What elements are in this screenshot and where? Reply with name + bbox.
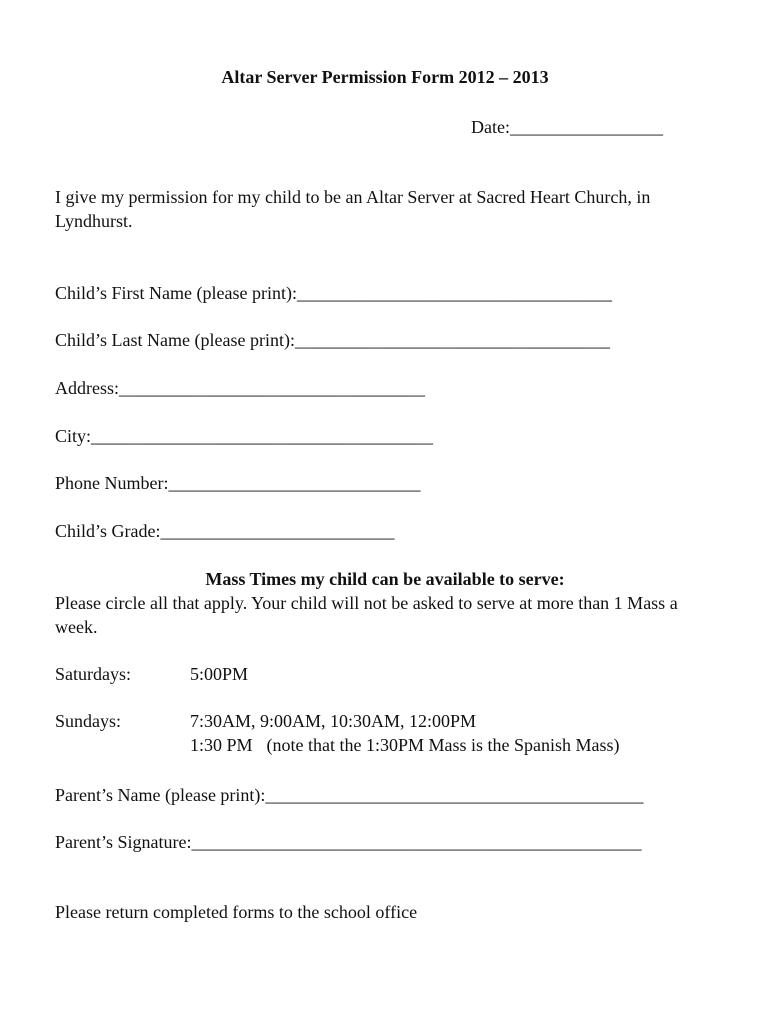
child-last-name-field: Child’s Last Name (please print):___________________________________ <box>55 330 610 350</box>
mass-instructions: Please circle all that apply. Your child will not be asked to serve at more than 1 Mass a week. <box>55 593 678 637</box>
parent-name-field: Parent’s Name (please print):__________________________________________ <box>55 785 644 805</box>
phone-number-field: Phone Number:____________________________ <box>55 473 421 493</box>
child-first-name-field: Child’s First Name (please print):___________________________________ <box>55 283 612 303</box>
mass-times-heading: Mass Times my child can be available to serve: <box>205 569 565 589</box>
saturdays-times: 5:00PM <box>190 664 249 684</box>
child-grade-field: Child’s Grade:__________________________ <box>55 521 395 541</box>
saturdays-label: Saturdays: <box>55 664 131 684</box>
city-field: City:______________________________________ <box>55 426 434 446</box>
form-title: Altar Server Permission Form 2012 – 2013 <box>221 67 549 87</box>
sundays-times: 7:30AM, 9:00AM, 10:30AM, 12:00PM <box>190 711 477 731</box>
permission-statement: I give my permission for my child to be an Altar Server at Sacred Heart Church, in Lyndhurst. <box>55 187 651 231</box>
parent-signature-field: Parent’s Signature:__________________________________________________ <box>55 832 642 852</box>
sundays-extra-time: 1:30 PM <box>190 735 253 755</box>
sundays-label: Sundays: <box>55 711 122 731</box>
date-field: Date:_________________ <box>471 117 663 137</box>
spanish-mass-note: (note that the 1:30PM Mass is the Spanish Mass) <box>266 735 620 755</box>
address-field: Address:__________________________________ <box>55 378 425 398</box>
sundays-extra-row <box>190 733 620 757</box>
return-instructions: Please return completed forms to the school office <box>55 902 418 922</box>
